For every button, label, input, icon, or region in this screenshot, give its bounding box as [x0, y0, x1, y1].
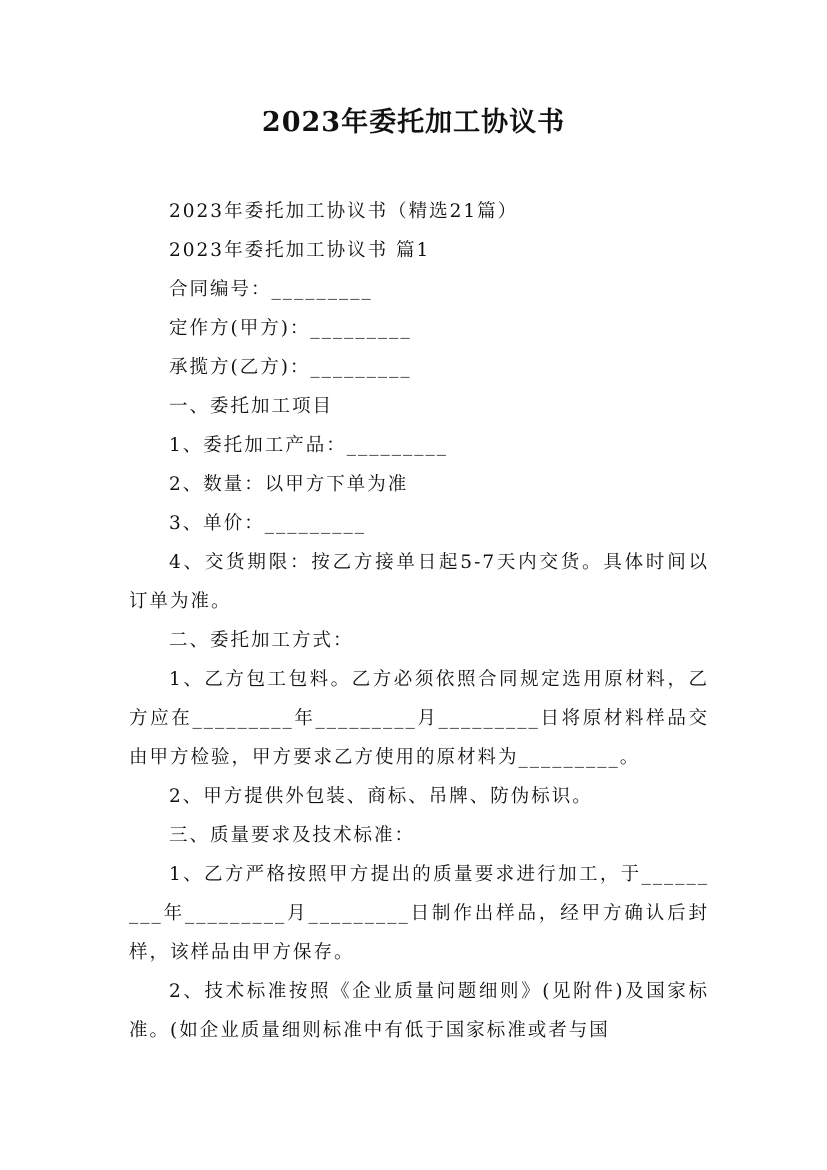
paragraph-section-title: 2023年委托加工协议书 篇1 [169, 240, 431, 261]
paragraph-quality: 1、乙方严格按照甲方提出的质量要求进行加工，于_________年_________月_________日制作出样品，经甲方确认后封样，该样品由甲方保存。 [129, 864, 709, 963]
paragraph-packaging: 2、甲方提供外包装、商标、吊牌、防伪标识。 [169, 786, 593, 807]
paragraph-heading-2: 二、委托加工方式： [169, 630, 354, 651]
paragraph-contract-number: 合同编号：_________ [169, 279, 373, 300]
document-body [129, 192, 709, 1050]
paragraph-party-b: 承揽方(乙方)：_________ [169, 357, 412, 378]
paragraph-standards: 2、技术标准按照《企业质量问题细则》(见附件)及国家标准。(如企业质量细则标准中有低于国家标准或者与国 [129, 981, 709, 1041]
document-title: 2023年委托加工协议书 [261, 107, 566, 138]
paragraph-heading-1: 一、委托加工项目 [169, 396, 334, 417]
paragraph-unit-price: 3、单价：_________ [169, 513, 367, 534]
paragraph-heading-3: 三、质量要求及技术标准： [169, 825, 416, 846]
paragraph-party-a: 定作方(甲方)：_________ [169, 318, 412, 339]
paragraph-product: 1、委托加工产品：_________ [169, 435, 449, 456]
paragraph-delivery: 4、交货期限：按乙方接单日起5-7天内交货。具体时间以订单为准。 [129, 552, 709, 612]
paragraph-quantity: 2、数量：以甲方下单为准 [169, 474, 409, 495]
paragraph-materials: 1、乙方包工包料。乙方必须依照合同规定选用原材料，乙方应在_________年_________月_________日将原材料样品交由甲方检验，甲方要求乙方使用的原材料为_________。 [129, 669, 709, 768]
paragraph-subtitle: 2023年委托加工协议书（精选21篇） [169, 201, 519, 222]
